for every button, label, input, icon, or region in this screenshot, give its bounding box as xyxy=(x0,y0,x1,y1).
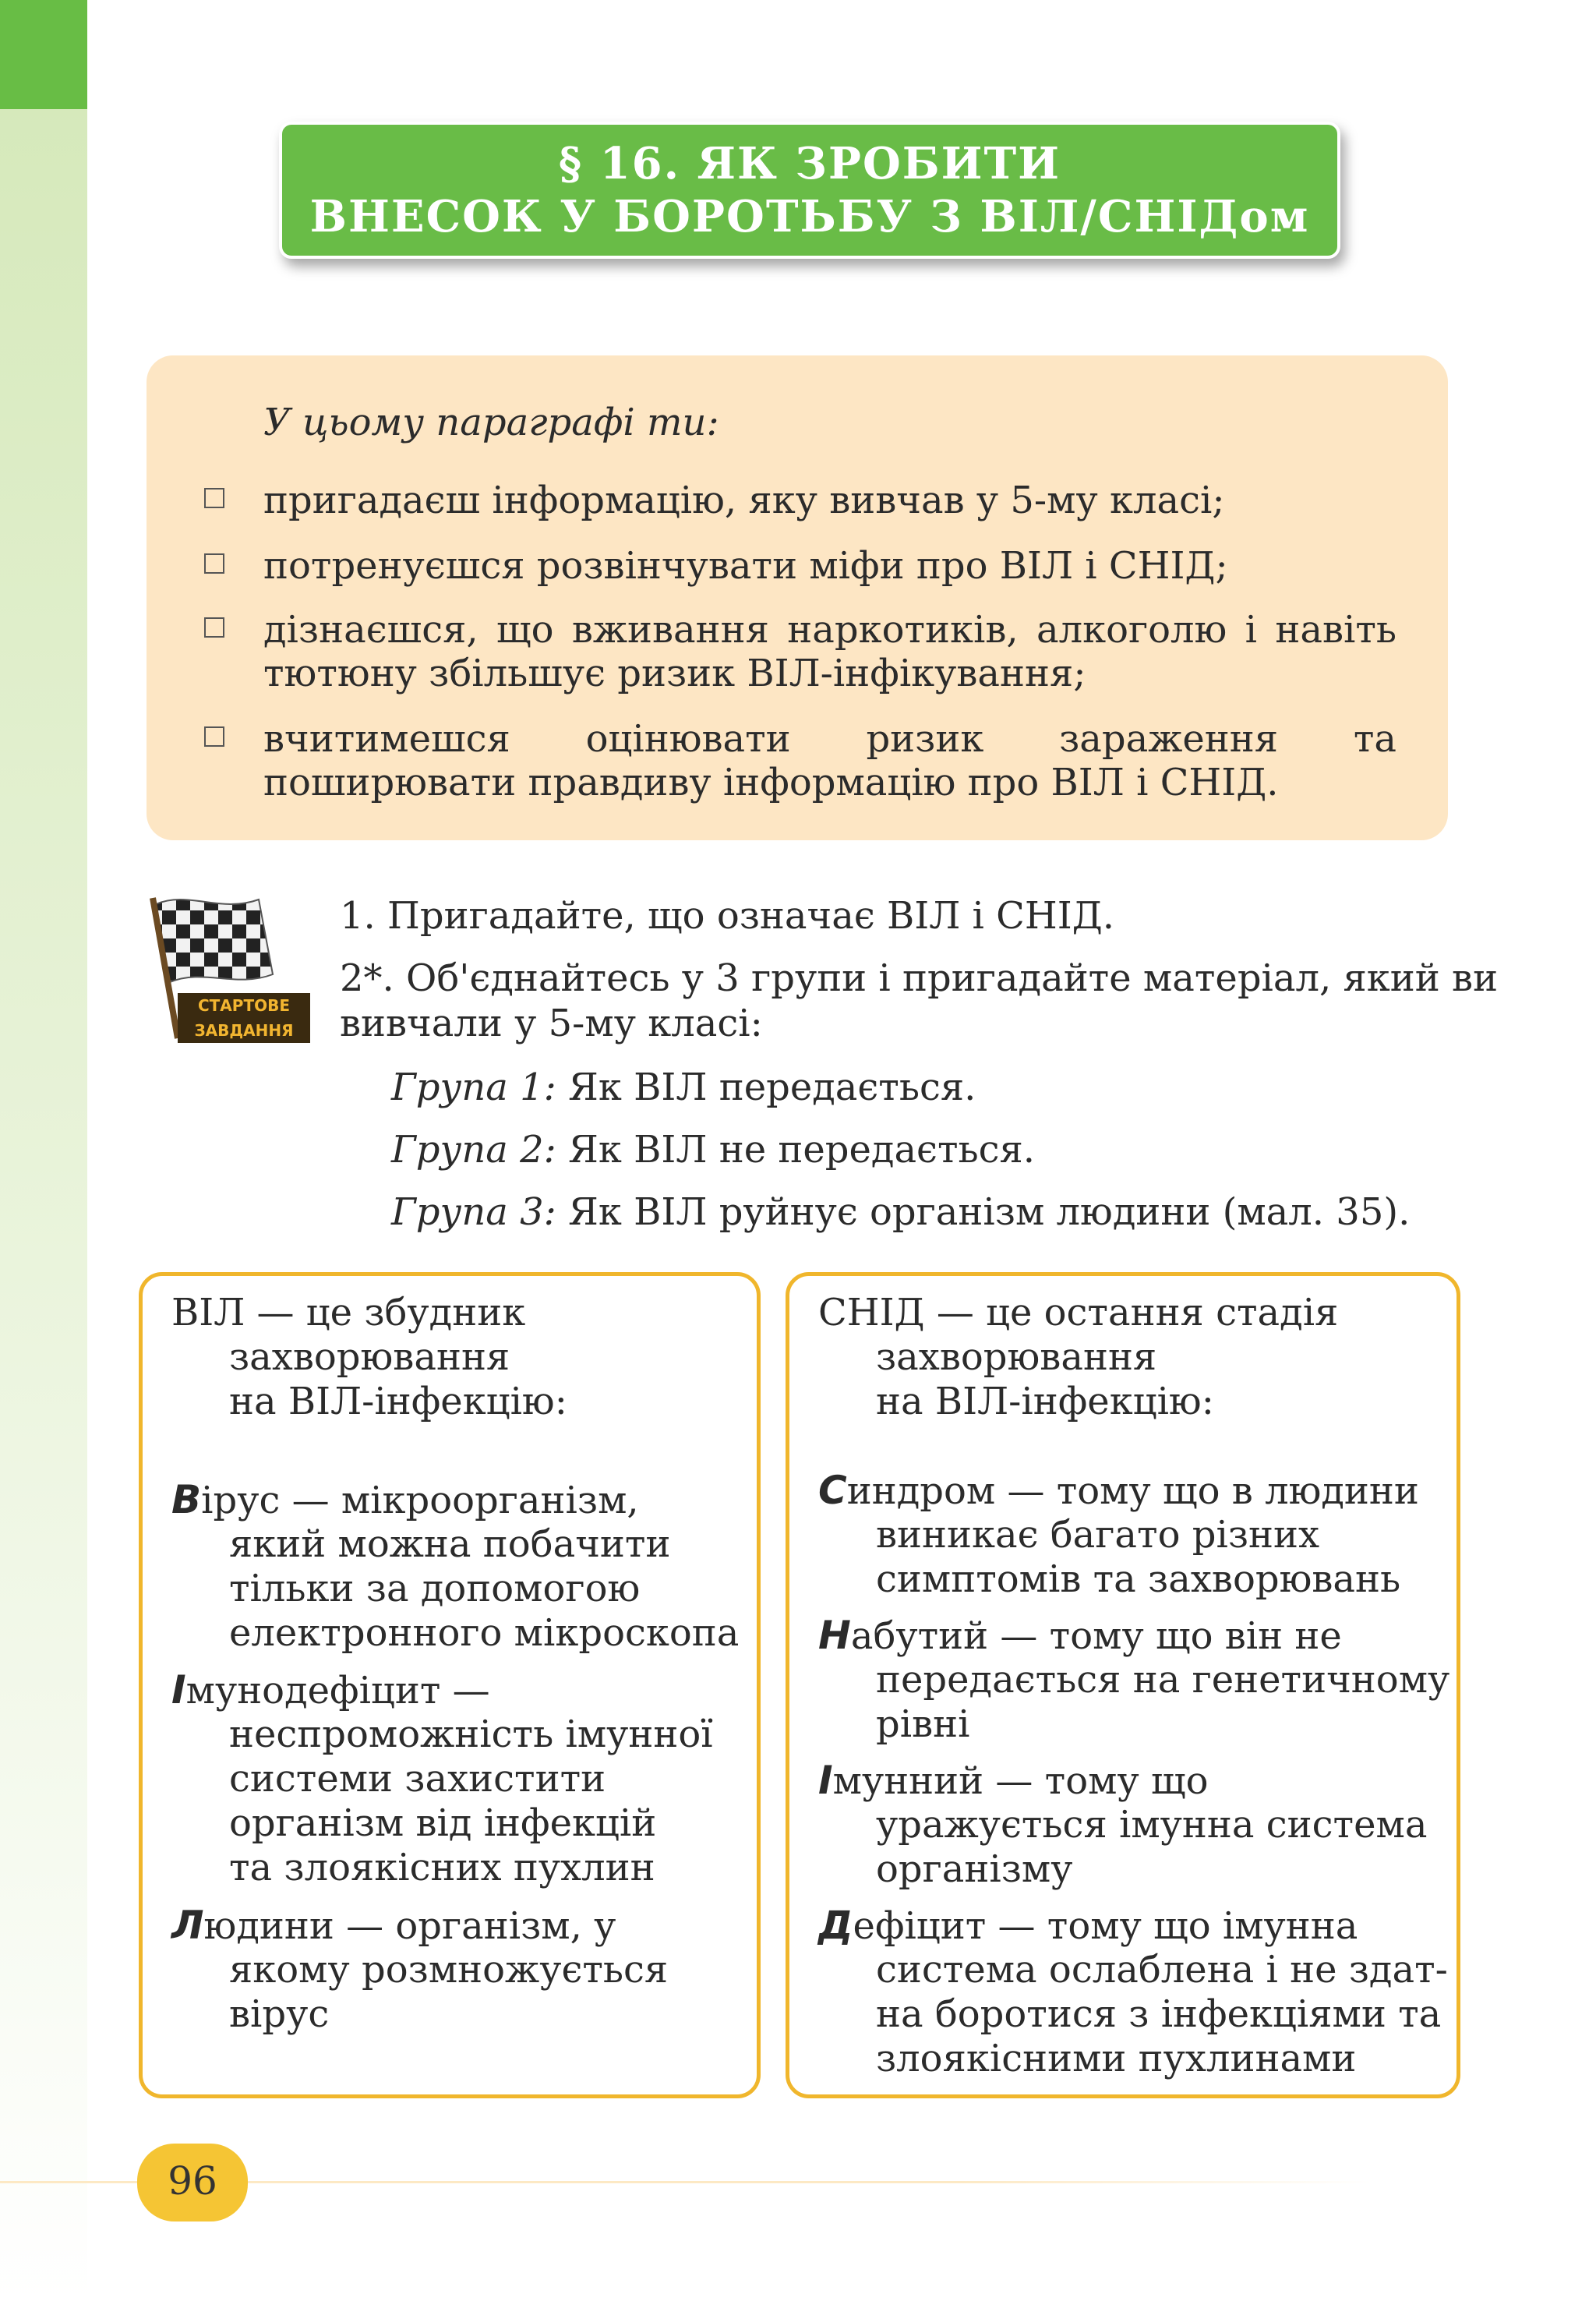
checkbox-bullet-icon xyxy=(204,553,224,574)
group-text: Як ВІЛ не передається. xyxy=(568,1128,1036,1172)
acronym-letter: Д xyxy=(818,1903,853,1948)
hiv-entry-line: неспроможність імунної xyxy=(229,1712,713,1756)
acronym-letter: В xyxy=(171,1477,202,1522)
hiv-entry-line: тільки за допомогою xyxy=(229,1567,641,1610)
goal-text: дізнаєшся, що вживання наркотиків, алкоголю і навіть тютюну збільшує ризик ВІЛ-інфікування; xyxy=(263,608,1396,695)
aids-entry-line: на боротися з інфекціями та xyxy=(876,1992,1442,2036)
hiv-entry-line: якому розмножується xyxy=(229,1948,669,1992)
hiv-entry xyxy=(171,1903,616,1949)
hiv-entry-line: електронного мікроскопа xyxy=(229,1611,740,1655)
group-item xyxy=(391,1189,1410,1235)
goals-intro: У цьому параграфі ти: xyxy=(263,401,719,444)
aids-entry-line: організму xyxy=(876,1847,1073,1891)
page-number: 96 xyxy=(168,2158,217,2204)
hiv-entry-line: який можна побачити xyxy=(229,1522,671,1566)
task-question-2-line-2: вивчали у 5-му класі: xyxy=(340,1002,763,1045)
side-stripe-top xyxy=(0,0,87,109)
aids-entry-line: симптомів та захворювань xyxy=(876,1557,1401,1601)
aids-entry xyxy=(818,1469,1419,1514)
entry-text: ефіцит — тому що імунна xyxy=(853,1904,1358,1948)
checkbox-bullet-icon xyxy=(204,726,224,747)
svg-text:СТАРТОВЕ: СТАРТОВЕ xyxy=(197,996,291,1015)
acronym-letter: Л xyxy=(171,1903,204,1948)
hiv-intro: на ВІЛ-інфекцію: xyxy=(229,1380,567,1423)
section-title-line-2: ВНЕСОК У БОРОТЬБУ З ВІЛ/СНІДом xyxy=(309,191,1310,242)
group-item xyxy=(391,1065,976,1110)
goal-text: вчитимешся оцінювати ризик зараження та поширювати правдиву інформацію про ВІЛ і СНІД. xyxy=(263,717,1396,804)
entry-text: индром — тому що в людини xyxy=(846,1469,1419,1513)
hiv-entry xyxy=(171,1668,490,1713)
aids-intro: захворювання xyxy=(876,1335,1157,1379)
aids-entry-line: уражується імунна система xyxy=(876,1803,1428,1847)
acronym-letter: І xyxy=(171,1667,186,1712)
acronym-letter: І xyxy=(818,1758,833,1803)
acronym-letter: Н xyxy=(818,1613,851,1658)
hiv-entry-line: та злоякісних пухлин xyxy=(229,1846,655,1889)
aids-entry xyxy=(818,1614,1342,1659)
entry-text: мунний — тому що xyxy=(832,1759,1209,1803)
group-label: Група 2: xyxy=(391,1128,556,1172)
goal-item xyxy=(204,717,1396,804)
group-item xyxy=(391,1127,1035,1172)
checkbox-bullet-icon xyxy=(204,617,224,638)
side-stripe xyxy=(0,0,87,2301)
hiv-entry-line: вірус xyxy=(229,1992,330,2036)
aids-entry xyxy=(818,1903,1358,1949)
aids-entry-line: система ослаблена і не здат- xyxy=(876,1948,1448,1992)
hiv-entry xyxy=(171,1478,639,1523)
entry-text: мунодефіцит — xyxy=(185,1669,490,1712)
aids-entry-line: рівні xyxy=(876,1702,970,1746)
aids-entry-line: злоякісними пухлинами xyxy=(876,2037,1357,2080)
group-text: Як ВІЛ руйнує організм людини (мал. 35). xyxy=(568,1190,1411,1234)
aids-entry-line: передається на генетичному xyxy=(876,1658,1450,1702)
group-label: Група 3: xyxy=(391,1190,556,1234)
hiv-entry-line: системи захистити xyxy=(229,1757,606,1801)
aids-entry xyxy=(818,1758,1208,1804)
group-label: Група 1: xyxy=(391,1066,556,1109)
aids-intro: СНІД — це остання стадія xyxy=(818,1291,1339,1334)
goal-text: пригадаєш інформацію, яку вивчав у 5-му класі; xyxy=(263,479,1225,522)
hiv-entry-line: організм від інфекцій xyxy=(229,1801,657,1845)
section-title-line-1: § 16. ЯК ЗРОБИТИ xyxy=(558,138,1061,189)
entry-text: абутий — тому що він не xyxy=(850,1614,1342,1658)
task-question-2-line-1: 2*. Об'єднайтесь у 3 групи і пригадайте матеріал, який ви xyxy=(340,956,1499,1000)
svg-text:ЗАВДАННЯ: ЗАВДАННЯ xyxy=(194,1021,294,1040)
goal-item xyxy=(204,544,1396,588)
section-title xyxy=(279,122,1340,259)
checkbox-bullet-icon xyxy=(204,488,224,508)
hiv-intro: ВІЛ — це збудник xyxy=(171,1291,526,1334)
goal-text: потренуєшся розвінчувати міфи про ВІЛ і СНІД; xyxy=(263,544,1228,588)
entry-text: ірус — мікроорганізм, xyxy=(201,1479,639,1522)
acronym-letter: С xyxy=(818,1468,847,1513)
hiv-intro: захворювання xyxy=(229,1335,510,1379)
entry-text: юдини — організм, у xyxy=(203,1904,616,1948)
checkered-flag-icon xyxy=(134,882,313,1048)
aids-entry-line: виникає багато різних xyxy=(876,1513,1320,1557)
goal-item xyxy=(204,479,1396,522)
task-question-1: 1. Пригадайте, що означає ВІЛ і СНІД. xyxy=(340,894,1114,938)
goal-item xyxy=(204,608,1396,695)
aids-intro: на ВІЛ-інфекцію: xyxy=(876,1380,1214,1423)
group-text: Як ВІЛ передається. xyxy=(568,1066,976,1109)
